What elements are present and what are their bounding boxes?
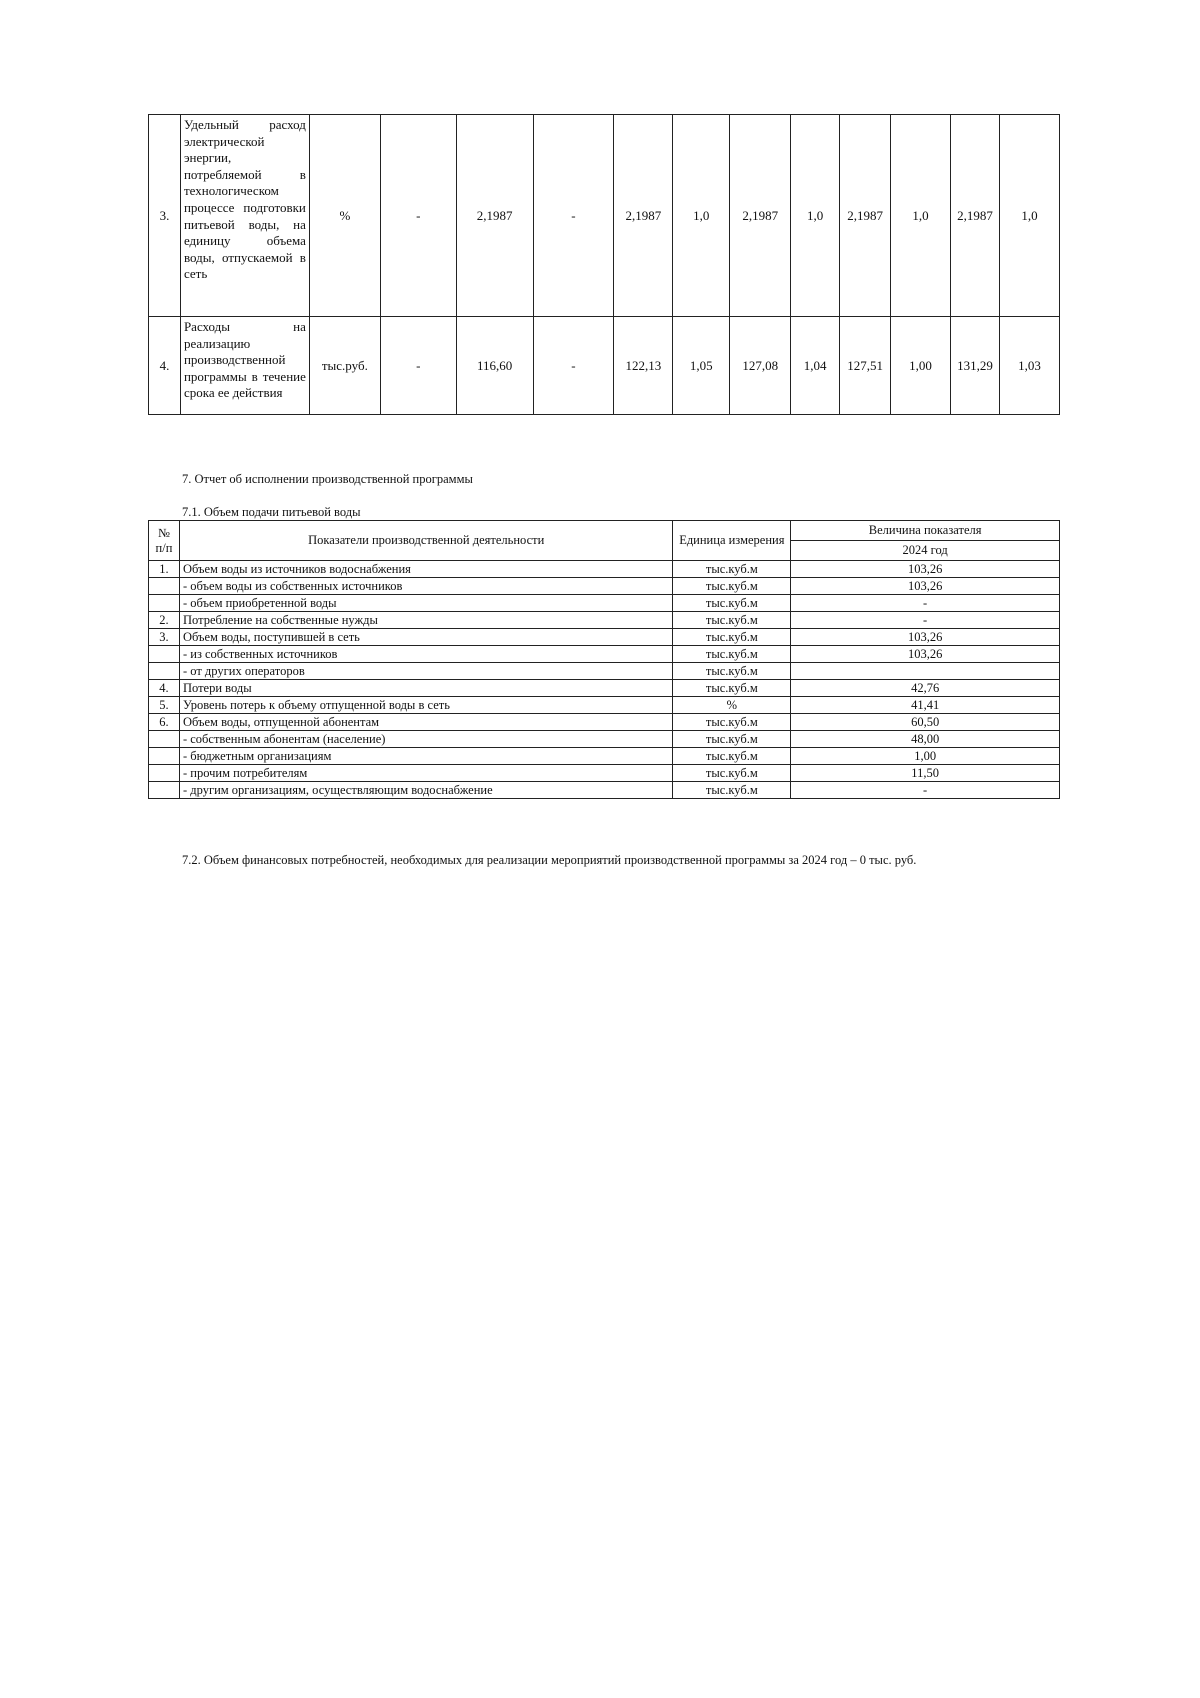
table-row (149, 629, 1060, 646)
value-cell: 1,03 (999, 317, 1059, 415)
indicator-name: Уровень потерь к объему отпущенной воды в сеть (179, 697, 672, 714)
unit-cell: тыс.куб.м (673, 782, 791, 799)
value-cell (791, 663, 1060, 680)
header-num: № п/п (149, 521, 180, 561)
value-cell: 2,1987 (951, 115, 1000, 317)
table-row (149, 765, 1060, 782)
water-supply-table (148, 520, 1060, 799)
unit-cell: тыс.куб.м (673, 595, 791, 612)
header-value: Величина показателя (791, 521, 1060, 541)
table-row (149, 595, 1060, 612)
indicator-name: Объем воды, поступившей в сеть (179, 629, 672, 646)
row-number (149, 595, 180, 612)
header-unit: Единица измерения (673, 521, 791, 561)
row-number: 1. (149, 561, 180, 578)
unit-cell: тыс.куб.м (673, 629, 791, 646)
value-cell: 127,08 (730, 317, 791, 415)
value-cell: 2,1987 (730, 115, 791, 317)
unit-cell: тыс.куб.м (673, 714, 791, 731)
unit-cell: тыс.куб.м (673, 646, 791, 663)
row-number: 5. (149, 697, 180, 714)
value-cell: - (533, 115, 614, 317)
row-number (149, 646, 180, 663)
unit-cell: тыс.куб.м (673, 765, 791, 782)
value-cell: 42,76 (791, 680, 1060, 697)
value-cell: - (791, 782, 1060, 799)
row-number (149, 782, 180, 799)
value-cell: 1,05 (673, 317, 730, 415)
value-cell: 48,00 (791, 731, 1060, 748)
table-row (149, 782, 1060, 799)
row-number (149, 578, 180, 595)
row-description: Удельный расход электрической энергии, потребляемой в технологическом процессе подготовки питьевой воды, на единицу объема воды, отпускаемой в сеть (180, 115, 309, 317)
row-unit: % (309, 115, 380, 317)
section-7-2-text: 7.2. Объем финансовых потребностей, необходимых для реализации мероприятий производственной программы за 2024 год – 0 тыс. руб. (182, 853, 917, 867)
value-cell: 103,26 (791, 561, 1060, 578)
table-row (149, 115, 1060, 317)
table-row (149, 561, 1060, 578)
value-cell: 2,1987 (456, 115, 533, 317)
value-cell: 1,0 (891, 115, 951, 317)
row-number (149, 731, 180, 748)
value-cell: - (791, 612, 1060, 629)
row-number: 2. (149, 612, 180, 629)
unit-cell: тыс.куб.м (673, 748, 791, 765)
value-cell: 122,13 (614, 317, 673, 415)
value-cell: 1,00 (791, 748, 1060, 765)
unit-cell: тыс.куб.м (673, 663, 791, 680)
table-row (149, 612, 1060, 629)
row-number: 6. (149, 714, 180, 731)
value-cell: - (380, 115, 456, 317)
row-description: Расходы на реализацию производственной программы в течение срока ее действия (180, 317, 309, 415)
table-row (149, 748, 1060, 765)
row-unit: тыс.руб. (309, 317, 380, 415)
value-cell: 41,41 (791, 697, 1060, 714)
value-cell: 103,26 (791, 629, 1060, 646)
section-7-1-title: 7.1. Объем подачи питьевой воды (182, 505, 361, 519)
indicator-name: Потери воды (179, 680, 672, 697)
indicator-name: - другим организациям, осуществляющим водоснабжение (179, 782, 672, 799)
table-row (149, 317, 1060, 415)
value-cell: 127,51 (840, 317, 891, 415)
value-cell: 116,60 (456, 317, 533, 415)
table-row (149, 646, 1060, 663)
section-7-title: 7. Отчет об исполнении производственной программы (182, 472, 473, 486)
table-row (149, 697, 1060, 714)
table-row (149, 731, 1060, 748)
header-year: 2024 год (791, 541, 1060, 561)
indicator-name: - объем приобретенной воды (179, 595, 672, 612)
indicator-name: Объем воды из источников водоснабжения (179, 561, 672, 578)
table-row (149, 714, 1060, 731)
value-cell: 2,1987 (614, 115, 673, 317)
row-number: 4. (149, 680, 180, 697)
unit-cell: % (673, 697, 791, 714)
indicator-name: - собственным абонентам (население) (179, 731, 672, 748)
indicator-name: Объем воды, отпущенной абонентам (179, 714, 672, 731)
value-cell: - (380, 317, 456, 415)
indicator-name: - прочим потребителям (179, 765, 672, 782)
row-number (149, 663, 180, 680)
unit-cell: тыс.куб.м (673, 612, 791, 629)
value-cell: 1,00 (891, 317, 951, 415)
value-cell: 2,1987 (840, 115, 891, 317)
table-row (149, 680, 1060, 697)
row-number: 3. (149, 629, 180, 646)
indicator-name: - от других операторов (179, 663, 672, 680)
value-cell: 11,50 (791, 765, 1060, 782)
value-cell: 1,0 (791, 115, 840, 317)
value-cell: 103,26 (791, 646, 1060, 663)
indicators-table (148, 114, 1060, 415)
value-cell: - (791, 595, 1060, 612)
table-row (149, 578, 1060, 595)
indicator-name: - из собственных источников (179, 646, 672, 663)
table-row (149, 663, 1060, 680)
row-number: 4. (149, 317, 181, 415)
value-cell: 1,0 (999, 115, 1059, 317)
value-cell: 131,29 (951, 317, 1000, 415)
row-number (149, 765, 180, 782)
value-cell: - (533, 317, 614, 415)
value-cell: 103,26 (791, 578, 1060, 595)
indicator-name: - объем воды из собственных источников (179, 578, 672, 595)
unit-cell: тыс.куб.м (673, 578, 791, 595)
row-number: 3. (149, 115, 181, 317)
unit-cell: тыс.куб.м (673, 561, 791, 578)
value-cell: 1,0 (673, 115, 730, 317)
indicator-name: - бюджетным организациям (179, 748, 672, 765)
unit-cell: тыс.куб.м (673, 680, 791, 697)
value-cell: 1,04 (791, 317, 840, 415)
unit-cell: тыс.куб.м (673, 731, 791, 748)
value-cell: 60,50 (791, 714, 1060, 731)
header-indicator: Показатели производственной деятельности (179, 521, 672, 561)
row-number (149, 748, 180, 765)
indicator-name: Потребление на собственные нужды (179, 612, 672, 629)
